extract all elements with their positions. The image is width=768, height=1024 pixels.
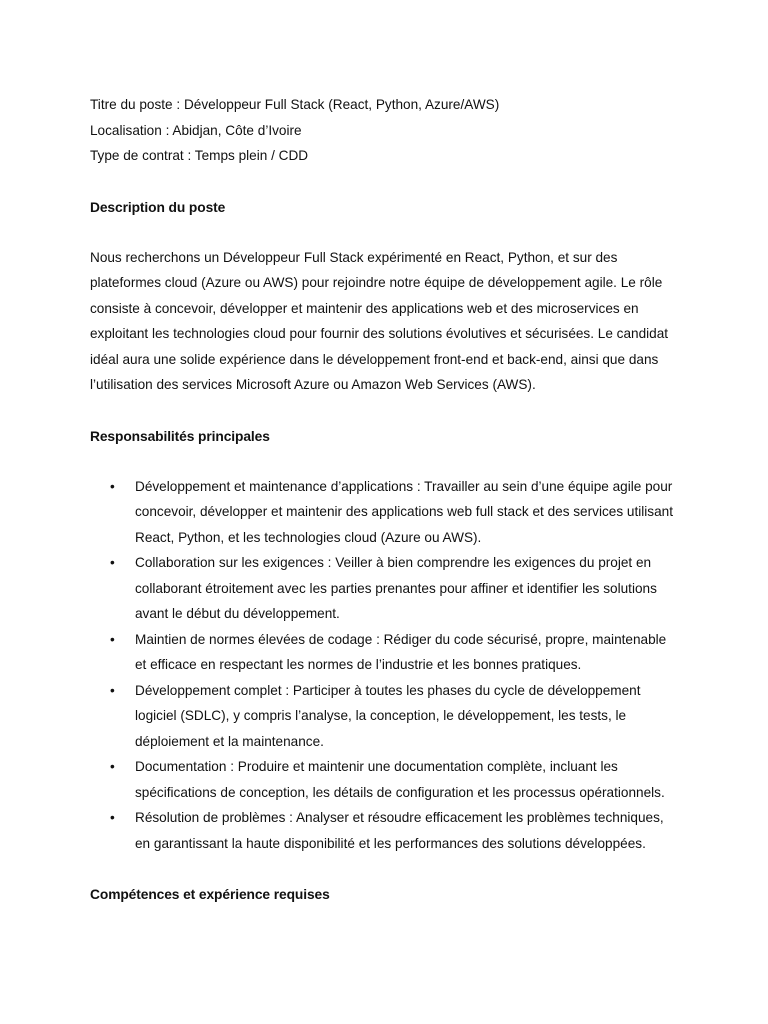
job-location-line: Localisation : Abidjan, Côte d’Ivoire xyxy=(90,122,302,138)
responsibility-text: Collaboration sur les exigences : Veiller à bien comprendre les exigences du projet en collaborant étroitement avec les parties prenantes pour affiner et identifier les solutions avant le début du développement. xyxy=(135,555,657,621)
responsibility-item xyxy=(90,805,680,856)
bullet-icon: • xyxy=(110,555,115,570)
responsibility-text: Documentation : Produire et maintenir une documentation complète, incluant les spécifications de conception, les détails de configuration et les processus opérationnels. xyxy=(135,759,665,800)
responsibility-item xyxy=(90,678,680,755)
bullet-icon: • xyxy=(110,810,115,825)
skills-heading: Compétences et expérience requises xyxy=(90,887,330,902)
description-paragraph: Nous recherchons un Développeur Full Stack expérimenté en React, Python, et sur des plateformes cloud (Azure ou AWS) pour rejoindre notre équipe de développement agile. Le rôle consiste à concevoir, développer et maintenir des applications web et des microservices en exploitant les technologies cloud pour fournir des solutions évolutives et sécurisées. Le candidat idéal aura une solide expérience dans le développement front-end et back-end, ainsi que dans l’utilisation des services Microsoft Azure ou Amazon Web Services (AWS). xyxy=(90,249,669,392)
responsibilities-heading: Responsabilités principales xyxy=(90,428,270,444)
responsibility-item xyxy=(90,754,680,805)
job-contract-line: Type de contrat : Temps plein / CDD xyxy=(90,148,309,163)
bullet-icon: • xyxy=(110,631,115,647)
bullet-icon: • xyxy=(110,759,115,774)
responsibility-text: Maintien de normes élevées de codage : Rédiger du code sécurisé, propre, maintenable et efficace en respectant les normes de l’industrie et les bonnes pratiques. xyxy=(135,631,667,672)
responsibility-item xyxy=(90,550,680,627)
responsibility-text: Développement complet : Participer à toutes les phases du cycle de développement logiciel (SDLC), y compris l’analyse, la conception, le développement, les tests, le déploiement et la maintenance. xyxy=(135,682,641,749)
job-title-line: Titre du poste : Développeur Full Stack (React, Python, Azure/AWS) xyxy=(90,97,500,112)
responsibility-text: Développement et maintenance d’applications : Travailler au sein d’une équipe agile pour concevoir, développer et maintenir des applications web full stack et des services utilisant React, Python, et les technologies cloud (Azure ou AWS). xyxy=(135,478,673,545)
responsibility-item xyxy=(90,627,680,678)
bullet-icon: • xyxy=(110,682,115,698)
description-heading: Description du poste xyxy=(90,199,226,215)
bullet-icon: • xyxy=(110,478,115,494)
responsibilities-list xyxy=(90,474,680,857)
responsibility-item xyxy=(90,474,680,551)
responsibility-text: Résolution de problèmes : Analyser et résoudre efficacement les problèmes techniques, en garantissant la haute disponibilité et les performances des solutions développées. xyxy=(135,810,664,851)
